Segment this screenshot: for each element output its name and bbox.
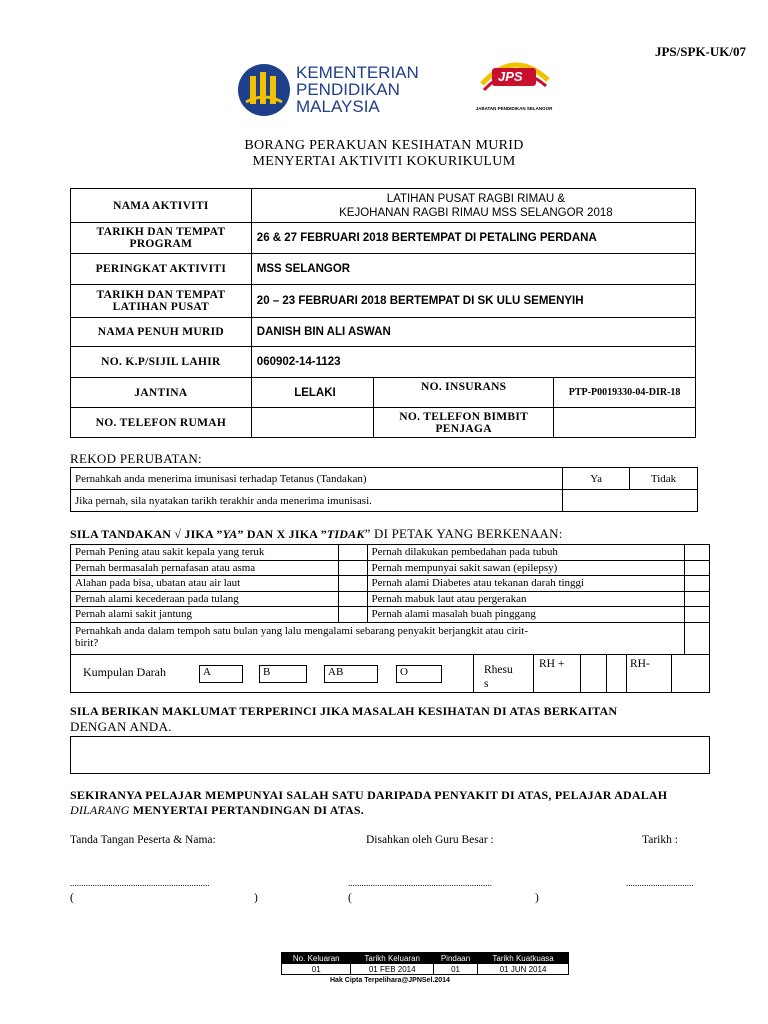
- telefon-bimbit-label-1: NO. TELEFON BIMBIT: [399, 410, 529, 423]
- condition-right-3-checkbox[interactable]: [685, 576, 710, 592]
- telefon-rumah-value[interactable]: [251, 408, 373, 438]
- insurans-label: NO. INSURANS: [374, 378, 554, 408]
- imunisasi-tidak-cell[interactable]: Tidak: [630, 468, 698, 490]
- nama-aktiviti-line-2: KEJOHANAN RAGBI RIMAU MSS SELANGOR 2018: [339, 206, 613, 219]
- rev-header-tarikh-keluaran: Tarikh Keluaran: [351, 953, 433, 964]
- condition-left-1: Pernah Pening atau sakit kepala yang teruk: [71, 545, 339, 561]
- page-title: [0, 138, 768, 170]
- berjangkit-checkbox[interactable]: [685, 622, 710, 654]
- berjangkit-line-1: Pernahkah anda dalam tempoh satu bulan yang lalu mengalami sebarang penyakit berjangkit atau cirit-: [75, 624, 528, 637]
- berjangkit-question: [71, 622, 685, 654]
- rev-value-keluaran: 01: [282, 964, 351, 975]
- detail-heading-2: DENGAN ANDA.: [70, 719, 172, 734]
- condition-table: [70, 544, 710, 693]
- rh-negative-checkbox[interactable]: [671, 655, 711, 693]
- tarikh-program-label: [71, 223, 252, 254]
- kp-label: NO. K.P/SIJIL LAHIR: [71, 347, 252, 378]
- tarikh-latihan-label: [71, 285, 252, 318]
- blood-type-a-box[interactable]: A: [199, 665, 243, 683]
- signature-tarikh-line[interactable]: ..............................: [626, 878, 694, 888]
- rhesus-label: [484, 663, 513, 691]
- signature-tarikh-label: Tarikh :: [642, 834, 678, 846]
- warning-line-2: MENYERTAI PERTANDINGAN DI ATAS.: [129, 803, 364, 817]
- blood-type-ab-box[interactable]: AB: [324, 665, 378, 683]
- rh-divider-4: [626, 655, 627, 693]
- tick-heading-a: SILA TANDAKAN √ JIKA ”: [70, 527, 223, 541]
- guru-paren-open: (: [348, 892, 352, 904]
- condition-right-1: Pernah dilakukan pembedahan pada tubuh: [367, 545, 684, 561]
- condition-right-5-checkbox[interactable]: [685, 607, 710, 623]
- signature-guru-line[interactable]: ................................................................: [348, 878, 492, 888]
- rhesus-divider-2: [533, 655, 534, 693]
- tick-heading: [70, 526, 563, 542]
- rh-negative-label: RH-: [630, 657, 650, 670]
- berjangkit-line-2: birit?: [75, 636, 99, 649]
- rhesus-label-1: Rhesu: [484, 663, 513, 676]
- nama-murid-label: NAMA PENUH MURID: [71, 318, 252, 347]
- detail-heading-1: SILA BERIKAN MAKLUMAT TERPERINCI JIKA MASALAH KESIHATAN DI ATAS BERKAITAN: [70, 704, 618, 718]
- rev-value-tarikh-keluaran: 01 FEB 2014: [351, 964, 433, 975]
- imunisasi-date-input[interactable]: [563, 490, 698, 512]
- rhesus-label-2: s: [484, 677, 489, 690]
- warning-text: [70, 788, 730, 818]
- nama-aktiviti-label: NAMA AKTIVITI: [71, 189, 252, 223]
- peringkat-value[interactable]: MSS SELANGOR: [251, 254, 695, 285]
- jantina-label: JANTINA: [71, 378, 252, 408]
- detail-heading: [70, 704, 730, 734]
- condition-left-3: Alahan pada bisa, ubatan atau air laut: [71, 576, 339, 592]
- kpm-logo: [236, 62, 436, 118]
- peserta-paren-open: (: [70, 892, 74, 904]
- rh-divider-3: [606, 655, 607, 693]
- rh-positive-label: RH +: [539, 657, 565, 670]
- tick-heading-tidak: TIDAK: [326, 527, 365, 541]
- document-code: JPS/SPK-UK/07: [654, 44, 746, 59]
- tarikh-latihan-value[interactable]: 20 – 23 FEBRUARI 2018 BERTEMPAT DI SK ULU SEMENYIH: [251, 285, 695, 318]
- revision-table: [281, 952, 569, 975]
- rekod-heading: REKOD PERUBATAN:: [70, 451, 202, 466]
- kpm-line-2: PENDIDIKAN: [296, 80, 400, 99]
- tarikh-program-label-2: PROGRAM: [129, 238, 193, 250]
- condition-left-3-checkbox[interactable]: [338, 576, 367, 592]
- detail-input-box[interactable]: [70, 736, 710, 774]
- condition-right-3: Pernah alami Diabetes atau tekanan darah tinggi: [367, 576, 684, 592]
- tarikh-program-value[interactable]: 26 & 27 FEBRUARI 2018 BERTEMPAT DI PETALING PERDANA: [251, 223, 695, 254]
- condition-left-5: Pernah alami sakit jantung: [71, 607, 339, 623]
- nama-aktiviti-line-1: LATIHAN PUSAT RAGBI RIMAU &: [386, 192, 566, 205]
- telefon-rumah-label: NO. TELEFON RUMAH: [71, 408, 252, 438]
- tick-heading-ya: YA: [222, 527, 238, 541]
- title-line-1: BORANG PERAKUAN KESIHATAN MURID: [244, 138, 524, 153]
- warning-dilarang: DILARANG: [70, 803, 130, 817]
- condition-left-4-checkbox[interactable]: [338, 591, 367, 607]
- warning-line-1: SEKIRANYA PELAJAR MEMPUNYAI SALAH SATU DARIPADA PENYAKIT DI ATAS, PELAJAR ADALAH: [70, 788, 668, 802]
- jps-logo-text: JPS: [498, 69, 523, 84]
- condition-left-2-checkbox[interactable]: [338, 560, 367, 576]
- kpm-emblem-icon: [236, 62, 292, 118]
- telefon-bimbit-value[interactable]: [554, 408, 696, 438]
- copyright: Hak Cipta Terpelihara@JPNSel.2014: [330, 977, 450, 984]
- blood-type-o-box[interactable]: O: [396, 665, 442, 683]
- tarikh-latihan-label-1: TARIKH DAN TEMPAT: [96, 289, 226, 301]
- rev-header-pindaan: Pindaan: [433, 953, 477, 964]
- kumpulan-darah-label: Kumpulan Darah: [83, 664, 166, 679]
- nama-aktiviti-value[interactable]: [251, 189, 695, 223]
- condition-right-2: Pernah mempunyai sakit sawan (epilepsy): [367, 560, 684, 576]
- condition-right-5: Pernah alami masalah buah pinggang: [367, 607, 684, 623]
- peringkat-label: PERINGKAT AKTIVITI: [71, 254, 252, 285]
- info-table: [70, 188, 696, 438]
- insurans-value[interactable]: PTP-P0019330-04-DIR-18: [554, 378, 696, 408]
- imunisasi-question: Pernahkah anda menerima imunisasi terhadap Tetanus (Tandakan): [71, 468, 563, 490]
- peserta-paren-close: ): [254, 892, 258, 904]
- tick-heading-c: ” DI PETAK YANG BERKENAAN:: [364, 526, 563, 541]
- kpm-line-1: KEMENTERIAN: [296, 63, 419, 82]
- guru-paren-close: ): [535, 892, 539, 904]
- nama-murid-value[interactable]: DANISH BIN ALI ASWAN: [251, 318, 695, 347]
- telefon-bimbit-label: [374, 408, 554, 438]
- tarikh-latihan-label-2: LATIHAN PUSAT: [112, 301, 210, 313]
- rekod-table: [70, 467, 698, 512]
- blood-row: [71, 654, 710, 692]
- condition-left-1-checkbox[interactable]: [338, 545, 367, 561]
- blood-type-b-box[interactable]: B: [259, 665, 307, 683]
- kp-value[interactable]: 060902-14-1123: [251, 347, 695, 378]
- rh-positive-checkbox[interactable]: [580, 655, 606, 693]
- condition-left-4: Pernah alami kecederaan pada tulang: [71, 591, 339, 607]
- signature-guru-label: Disahkan oleh Guru Besar :: [366, 834, 494, 846]
- rhesus-divider: [473, 655, 474, 693]
- jantina-value[interactable]: LELAKI: [251, 378, 373, 408]
- kpm-line-3: MALAYSIA: [296, 97, 380, 116]
- imunisasi-ya-cell[interactable]: Ya: [563, 468, 630, 490]
- rev-header-keluaran: No. Keluaran: [282, 953, 351, 964]
- rev-header-tarikh-kuatkuasa: Tarikh Kuatkuasa: [478, 953, 569, 964]
- imunisasi-date-question: Jika pernah, sila nyatakan tarikh terakhir anda menerima imunisasi.: [71, 490, 563, 512]
- tarikh-program-label-1: TARIKH DAN TEMPAT: [96, 226, 226, 238]
- condition-left-5-checkbox[interactable]: [338, 607, 367, 623]
- jps-logo-sub: JABATAN PENDIDIKAN SELANGOR: [475, 106, 553, 111]
- signature-peserta-line[interactable]: ..............................................................: [70, 878, 210, 888]
- signature-peserta-label: Tanda Tangan Peserta & Nama:: [70, 834, 216, 846]
- rev-value-pindaan: 01: [433, 964, 477, 975]
- rev-value-tarikh-kuatkuasa: 01 JUN 2014: [478, 964, 569, 975]
- condition-left-2: Pernah bermasalah pernafasan atau asma: [71, 560, 339, 576]
- condition-right-2-checkbox[interactable]: [685, 560, 710, 576]
- condition-right-4-checkbox[interactable]: [685, 591, 710, 607]
- title-line-2: MENYERTAI AKTIVITI KOKURIKULUM: [252, 154, 516, 169]
- condition-right-4: Pernah mabuk laut atau pergerakan: [367, 591, 684, 607]
- tick-heading-b: ” DAN X JIKA ”: [237, 527, 327, 541]
- telefon-bimbit-label-2: PENJAGA: [435, 422, 492, 435]
- jps-logo: [472, 54, 556, 122]
- condition-right-1-checkbox[interactable]: [685, 545, 710, 561]
